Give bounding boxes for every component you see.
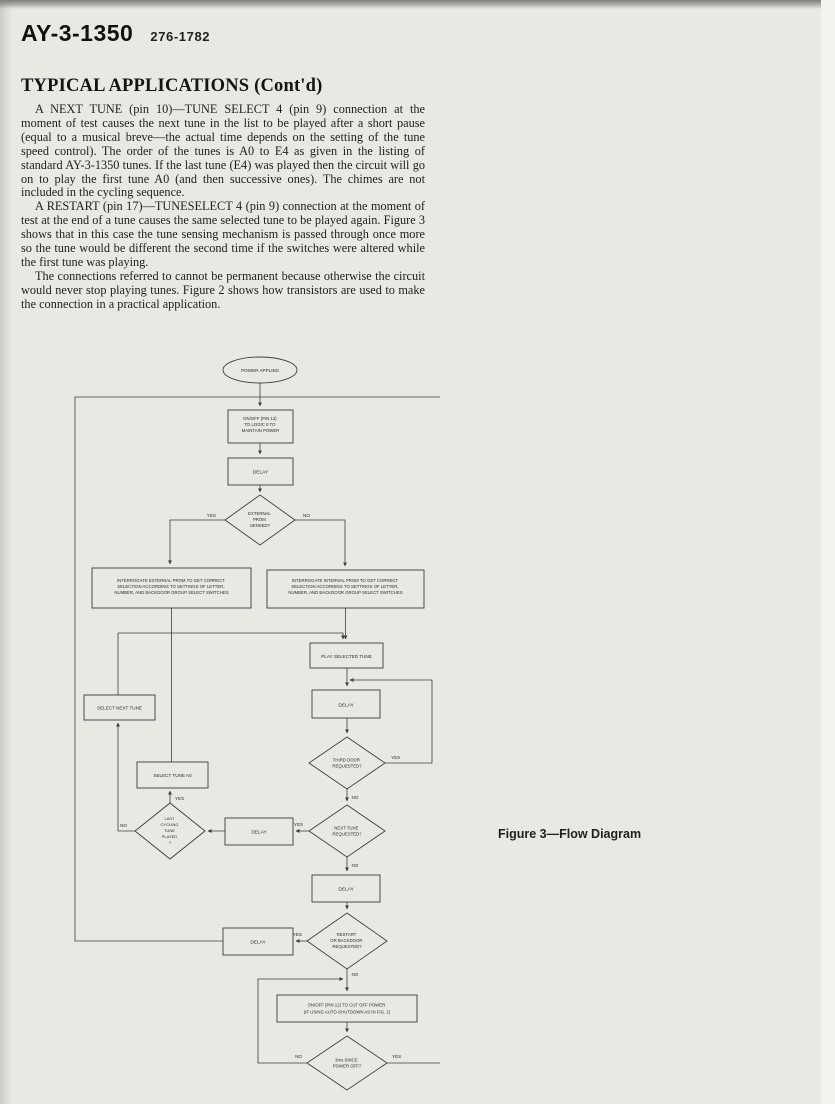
flow-node-play-selected-tune (310, 643, 383, 668)
catalog-number: 276-1782 (150, 29, 211, 44)
page-header (21, 20, 210, 47)
section-title: TYPICAL APPLICATIONS (Cont'd) (21, 76, 323, 96)
flow-decision-last-cycling-tune (135, 803, 205, 859)
edge-label-no: NO (351, 863, 359, 868)
flow-node-delay-1 (228, 458, 293, 485)
edge-label-yes: YES (206, 513, 216, 518)
edge-label-yes: YES (175, 796, 185, 801)
figure-caption: Figure 3—Flow Diagram (498, 827, 642, 841)
flow-decision-third-door (309, 737, 385, 789)
svg-text:SELECT TUNE A0: SELECT TUNE A0 (153, 773, 192, 778)
svg-text:DELAY: DELAY (252, 470, 269, 476)
paragraph-restart: A RESTART (pin 17)—TUNESELECT 4 (pin 9) connection at the moment of test at the end of a tune causes the same selected tune to be played again. Figure 3 shows that in this case the tune sensing mechanism is passed through once more so the tune would be different the second time if the switches were altered while the first tune was playing. (21, 199, 425, 269)
svg-text:EXTERNAL PROM: EXTERNAL PROM SENSED? (248, 511, 271, 528)
edge-label-yes: YES (391, 755, 401, 760)
svg-text:SELECT NEXT TUNE: SELECT NEXT TUNE (97, 705, 142, 711)
edge-label-no: NO (351, 972, 359, 977)
flow-node-interrogate-external-prom (92, 568, 251, 608)
svg-text:LAST CYCLING T: LAST CYCLING TUNE PLAYED ? (160, 816, 179, 845)
scan-edge-shadow-top (0, 0, 835, 9)
flow-decision-external-prom (225, 495, 295, 545)
edge-label-no: NO (303, 513, 310, 518)
flow-node-delay-5 (223, 928, 293, 955)
flow-node-delay-4 (312, 875, 380, 902)
flow-decision-restart-backdoor (307, 913, 387, 969)
flow-node-select-next-tune (84, 695, 155, 720)
flow-node-cut-off-power (277, 995, 417, 1022)
edge-label-yes: YES (292, 932, 302, 937)
svg-text:DELAY: DELAY (250, 940, 266, 946)
flow-node-interrogate-internal-prom (267, 570, 424, 608)
svg-text:DELAY: DELAY (251, 830, 267, 836)
flow-node-delay-3 (225, 818, 293, 845)
svg-text:DELAY: DELAY (338, 887, 354, 893)
flow-decision-next-tune (309, 805, 385, 857)
scan-edge-right (821, 0, 835, 1104)
edge-label-no: NO (295, 1054, 302, 1059)
svg-text:ON/OFF (PIN 12) TO CUT OFF POW: ON/OFF (PIN 12) TO CUT OFF POWER (IF USING AUTO-SHUTDOWN AS IN FIG. 1) (303, 1002, 391, 1015)
part-number: AY-3-1350 (21, 20, 134, 46)
svg-text:3ms SINCE POWER OFF?: 3ms SINCE POWER OFF? (332, 1057, 362, 1069)
svg-text:NEXT TUNE REQUESTED?: NEXT TUNE REQUESTED? (332, 825, 362, 837)
edge-label-yes: YES (293, 822, 303, 827)
edge-label-yes: YES (392, 1054, 402, 1059)
body-text (21, 103, 425, 312)
svg-text:RESTART OR BACKDOOR: RESTART OR BACKDOOR REQUESTED? (330, 932, 363, 949)
flow-node-select-tune-a0 (137, 762, 208, 788)
flow-decision-since-power-off (307, 1036, 387, 1090)
svg-text:INTERROGATE EXTERNAL PROM TO G: INTERROGATE EXTERNAL PROM TO GET CORRECT SELECTION ACCORDING TO SETTINGS OF LETTER, NUMBER, AND BACKDOOR GROUP SELECT SWITCHES (114, 578, 229, 595)
flow-node-maintain-power (228, 410, 293, 443)
paragraph-next-tune: A NEXT TUNE (pin 10)—TUNE SELECT 4 (pin 9) connection at the moment of test causes the next tune in the list to be played after a short pause (equal to a musical breve—the actual time depends on the setting of the tune speed control). The order of the tunes is A0 to E4 as given in the listing of standard AY-3-1350 tunes. If the last tune (E4) was played then the circuit will go on to play the first tune A0 (and then successive ones). The chimes are not included in the cycling sequence. (21, 102, 425, 200)
svg-text:DELAY: DELAY (338, 703, 354, 709)
svg-text:POWER APPLIED: POWER APPLIED (241, 368, 279, 373)
edge-label-no: NO (120, 823, 127, 828)
svg-text:THIRD DOOR REQUESTED?: THIRD DOOR REQUESTED? (332, 757, 362, 769)
svg-text:ON/OFF (PIN 12) TO LOG: ON/OFF (PIN 12) TO LOGIC 0 TO MAINTAIN POWER (241, 416, 280, 433)
flow-diagram (0, 350, 500, 1104)
flow-node-delay-2 (312, 690, 380, 718)
svg-text:INTERROGATE INTERNAL PROM TO G: INTERROGATE INTERNAL PROM TO GET CORRECT SELECTION ACCORDING TO SETTINGS OF LETTER, NUMBER, AND BACKDOOR GROUP SELECT SWITCHES (288, 578, 403, 595)
flow-node-power-applied (223, 357, 297, 383)
paragraph-connections: The connections referred to cannot be permanent because otherwise the circuit would never stop playing tunes. Figure 2 shows how transistors are used to make the connection in a practical application. (21, 268, 425, 311)
edge-label-no: NO (351, 795, 359, 800)
svg-text:PLAY SELECTED TUNE: PLAY SELECTED TUNE (321, 654, 372, 659)
